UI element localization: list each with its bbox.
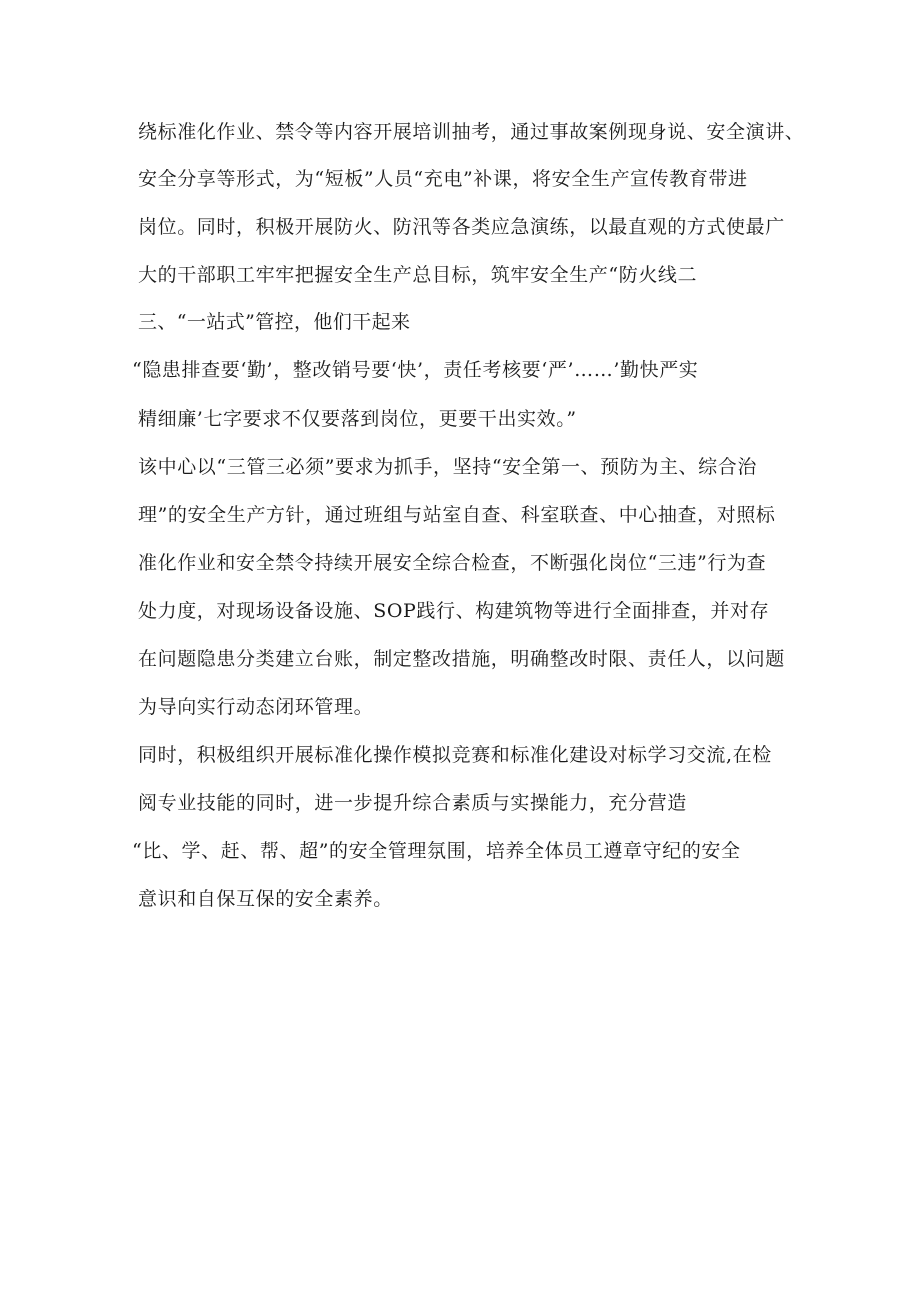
paragraph-line-6: 理”的安全生产方针，通过班组与站室自查、科室联查、中心抽查，对照标 (138, 504, 776, 526)
section-heading: 三、“一站式”管控，他们干起来 (138, 311, 411, 333)
paragraph-line-1: 绕标准化作业、禁令等内容开展培训抽考，通过事故案例现身说、安全演讲、 (138, 121, 805, 143)
paragraph-line-8: 处力度，对现场设备设施、SOP践行、构建筑物等进行全面排查，并对存 (138, 600, 770, 622)
paragraph-line-13: “比、学、赶、帮、超”的安全管理氛围，培养全体员工遵章守纪的安全 (132, 840, 741, 862)
paragraph-line-5: 该中心以“三管三必须”要求为抓手，坚持“安全第一、预防为主、综合治 (138, 456, 757, 478)
quote-line-1: “隐患排查要‘勤’，整改销号要‘快’，责任考核要‘严’……’勤快严实 (132, 359, 699, 381)
paragraph-line-3: 岗位。同时，积极开展防火、防汛等各类应急演练，以最直观的方式使最广 (138, 216, 785, 238)
paragraph-line-7: 准化作业和安全禁令持续开展安全综合检查，不断强化岗位“三违”行为查 (138, 552, 767, 574)
quote-line-2: 精细廉’七字要求不仅要落到岗位，更要干出实效。” (138, 408, 577, 430)
paragraph-line-4: 大的干部职工牢牢把握安全生产总目标，筑牢安全生产“防火线二 (138, 264, 698, 286)
paragraph-line-14: 意识和自保互保的安全素养。 (138, 888, 393, 910)
paragraph-line-11: 同时，积极组织开展标准化操作模拟竞赛和标准化建设对标学习交流,在检 (138, 744, 772, 766)
paragraph-line-10: 为导向实行动态闭环管理。 (138, 696, 374, 718)
paragraph-line-2: 安全分享等形式，为“短板”人员“充电”补课，将安全生产宣传教育带进 (138, 168, 748, 190)
paragraph-line-12: 阅专业技能的同时，进一步提升综合素质与实操能力，充分营造 (138, 792, 687, 814)
paragraph-line-9: 在问题隐患分类建立台账，制定整改措施，明确整改时限、责任人，以问题 (138, 648, 785, 670)
